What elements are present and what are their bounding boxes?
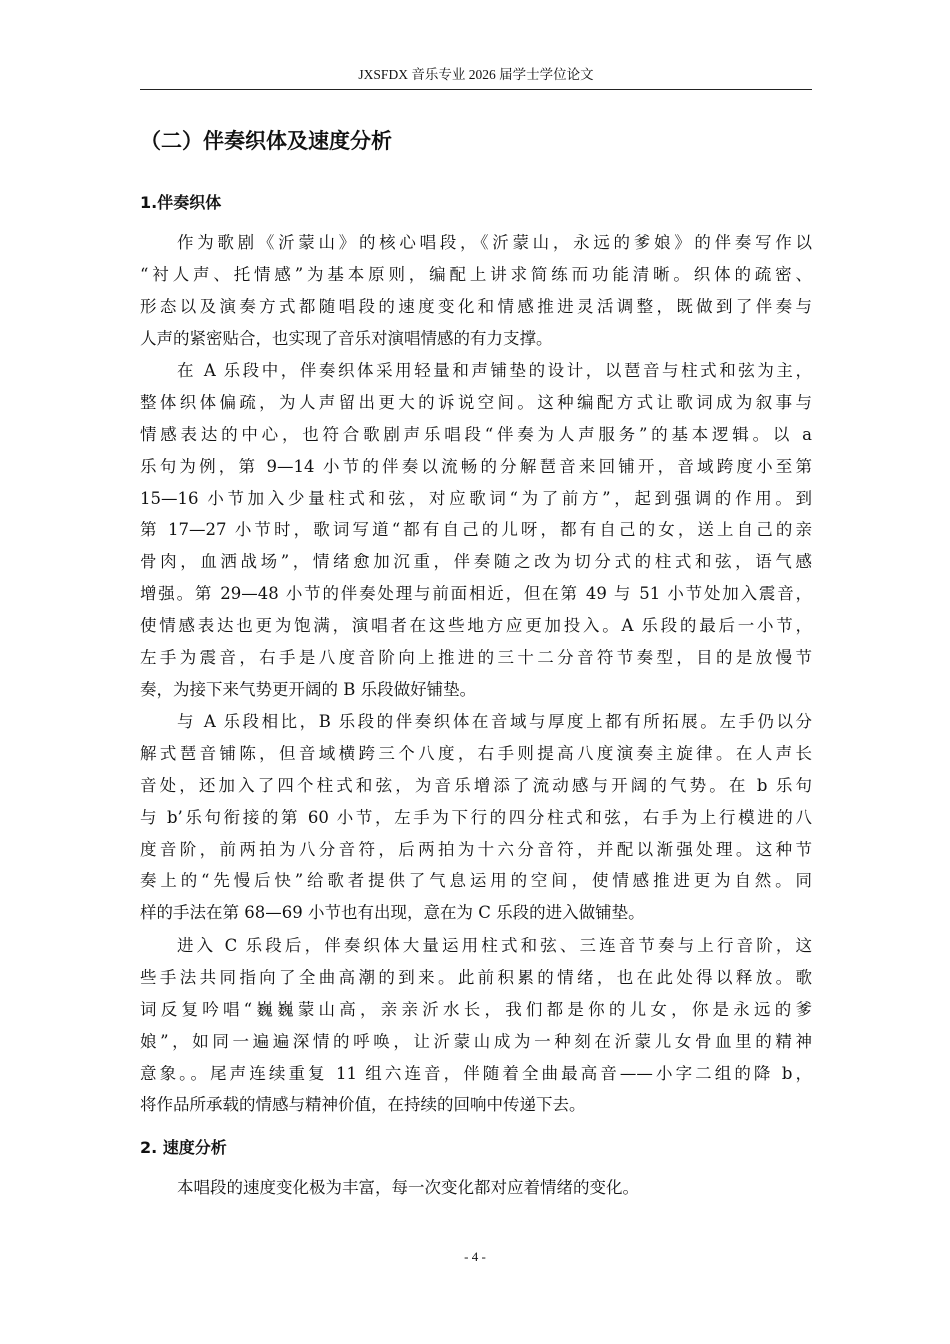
text-line: 解式琶音铺陈，但音域横跨三个八度，右手则提高八度演奏主旋律。在人声长 [140, 743, 812, 763]
text-line: 第 17—27 小节时，歌词写道“都有自己的儿呀，都有自己的女，送上自己的亲 [140, 520, 812, 540]
text-line: 骨肉，血洒战场”，情绪愈加沉重，伴奏随之改为切分式的柱式和弦，语气感 [140, 552, 812, 572]
paragraph [140, 1172, 812, 1204]
subsection-heading-accompaniment: 1.伴奏织体 [140, 193, 222, 212]
text-line: 乐句为例，第 9—14 小节的伴奏以流畅的分解琶音来回铺开，音域跨度小至第 [140, 456, 812, 476]
text-line: 15—16 小节加入少量柱式和弦，对应歌词“为了前方”，起到强调的作用。到 [140, 488, 812, 508]
header-rule [140, 89, 812, 90]
text-line: “衬人声、托情感”为基本原则，编配上讲求简练而功能清晰。织体的疏密、 [140, 264, 812, 284]
text-line: 进入 C 乐段后，伴奏织体大量运用柱式和弦、三连音节奏与上行音阶，这 [177, 936, 812, 955]
paragraph [140, 706, 812, 929]
text-line: 度音阶，前两拍为八分音符，后两拍为十六分音符，并配以渐强处理。这种节 [140, 839, 812, 859]
paragraph [140, 930, 812, 1121]
text-line: 奏上的“先慢后快”给歌者提供了气息运用的空间，使情感推进更为自然。同 [140, 871, 812, 891]
paragraph [140, 227, 812, 355]
text-line: 奏，为接下来气势更开阔的 B 乐段做好铺垫。 [140, 679, 477, 699]
text-line: 娘”，如同一遍遍深情的呼唤，让沂蒙山成为一种刻在沂蒙儿女骨血里的精神 [140, 1031, 812, 1051]
text-line: 情感表达的中心，也符合歌剧声乐唱段“伴奏为人声服务”的基本逻辑。以 a [140, 424, 812, 444]
text-line: 与 A 乐段相比，B 乐段的伴奏织体在音域与厚度上都有所拓展。左手仍以分 [177, 712, 812, 731]
text-line: 与 b’乐句衔接的第 60 小节，左手为下行的四分柱式和弦，右手为上行模进的八 [140, 807, 812, 827]
section-title: （二）伴奏织体及速度分析 [140, 129, 392, 153]
text-line: 样的手法在第 68—69 小节也有出现，意在为 C 乐段的进入做铺垫。 [140, 903, 645, 923]
subsection-heading-tempo: 2. 速度分析 [140, 1138, 227, 1157]
running-header: JXSFDX 音乐专业 2026 届学士学位论文 [358, 67, 594, 82]
text-line: 在 A 乐段中，伴奏织体采用轻量和声铺垫的设计，以琶音与柱式和弦为主， [177, 361, 812, 380]
text-line: 本唱段的速度变化极为丰富，每一次变化都对应着情绪的变化。 [177, 1178, 639, 1197]
text-line: 些手法共同指向了全曲高潮的到来。此前积累的情绪，也在此处得以释放。歌 [140, 967, 812, 987]
text-line: 音处，还加入了四个柱式和弦，为音乐增添了流动感与开阔的气势。在 b 乐句 [140, 775, 812, 795]
text-line: 词反复吟唱“巍巍蒙山高，亲亲沂水长，我们都是你的儿女，你是永远的爹 [140, 999, 812, 1019]
text-line: 左手为震音，右手是八度音阶向上推进的三十二分音符节奏型，目的是放慢节 [140, 648, 812, 668]
paragraph [140, 355, 812, 706]
text-line: 作为歌剧《沂蒙山》的核心唱段，《沂蒙山，永远的爹娘》的伴奏写作以 [177, 233, 812, 252]
text-line: 增强。第 29—48 小节的伴奏处理与前面相近，但在第 49 与 51 小节处加入震音， [140, 584, 812, 604]
text-line: 使情感表达也更为饱满，演唱者在这些地方应更加投入。A 乐段的最后一小节， [140, 616, 812, 636]
text-line: 将作品所承载的情感与精神价值，在持续的回响中传递下去。 [140, 1095, 586, 1115]
text-line: 人声的紧密贴合，也实现了音乐对演唱情感的有力支撑。 [140, 328, 553, 348]
page-number: - 4 - [464, 1249, 486, 1264]
text-line: 整体织体偏疏，为人声留出更大的诉说空间。这种编配方式让歌词成为叙事与 [140, 392, 812, 412]
text-line: 形态以及演奏方式都随唱段的速度变化和情感推进灵活调整，既做到了伴奏与 [140, 296, 812, 316]
text-line: 意象。。尾声连续重复 11 组六连音，伴随着全曲最高音——小字二组的降 b， [140, 1063, 812, 1083]
